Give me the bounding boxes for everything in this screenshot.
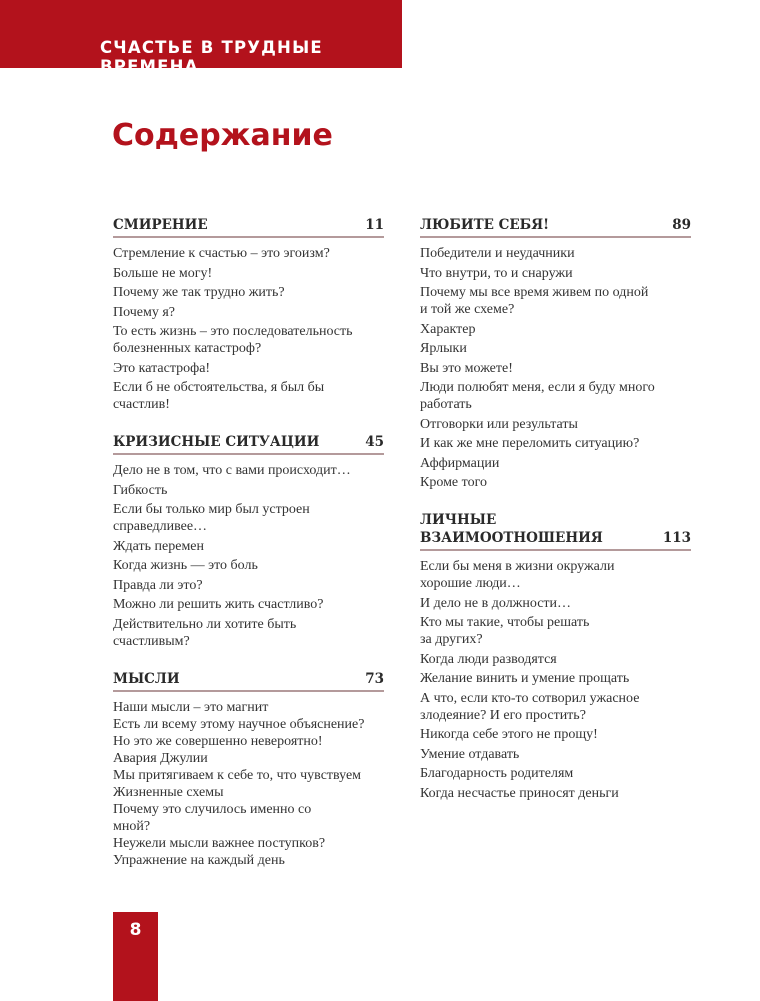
toc-entry[interactable]: Стремление к счастью – это эгоизм? (113, 246, 330, 261)
toc-entry[interactable]: Аффирмации (420, 455, 500, 471)
section-heading[interactable] (113, 216, 384, 238)
toc-entry[interactable]: Что внутри, то и снаружи (420, 265, 573, 281)
toc-entry[interactable]: Больше не могу! (113, 265, 213, 281)
toc-entry[interactable]: Кроме того (420, 475, 487, 490)
toc-entry[interactable]: Почему мы все время живем по одной и той же схеме? (420, 285, 649, 317)
toc-entry[interactable]: Вы это можете! (420, 360, 513, 376)
section-items (113, 462, 384, 650)
toc-entry[interactable]: И как же мне переломить ситуацию? (420, 436, 640, 451)
toc-section (113, 670, 384, 869)
toc-entry[interactable]: Умение отдавать (420, 746, 520, 762)
toc-entry[interactable]: Можно ли решить жить счастливо? (113, 597, 324, 612)
toc-section (420, 216, 691, 491)
toc-entry[interactable]: Упражнение на каждый день (113, 852, 285, 868)
toc-entry[interactable]: Но это же совершенно невероятно! (113, 733, 323, 749)
toc-entry[interactable]: Это катастрофа! (113, 360, 211, 376)
section-heading[interactable] (420, 216, 691, 238)
section-items (420, 245, 691, 491)
section-title[interactable]: МЫСЛИ (113, 670, 180, 687)
toc-entry[interactable]: Когда люди разводятся (420, 651, 557, 667)
toc-entry[interactable]: Ждать перемен (113, 538, 205, 554)
section-title[interactable]: ЛЮБИТЕ СЕБЯ! (420, 217, 550, 233)
toc-section (113, 216, 384, 413)
toc-entry[interactable]: Люди полюбят меня, если я буду много работать (420, 380, 655, 412)
toc-section (420, 511, 691, 802)
page-number-box (113, 912, 158, 1001)
toc-entry[interactable]: Благодарность родителям (420, 766, 574, 781)
toc-entry[interactable]: Никогда себе этого не прощу! (420, 727, 598, 742)
toc-entry[interactable]: А что, если кто-то сотворил ужасное злодеяние? И его простить? (420, 690, 640, 723)
toc-column-right (420, 216, 691, 822)
section-items (113, 699, 384, 869)
section-heading[interactable] (113, 670, 384, 692)
section-page: 89 (672, 217, 691, 233)
page-title: Содержание (112, 118, 333, 153)
toc-entry[interactable]: Отговорки или результаты (420, 416, 578, 432)
toc-entry[interactable]: Авария Джулии (113, 750, 208, 766)
toc-entry[interactable]: Когда жизнь — это боль (113, 558, 258, 573)
toc-entry[interactable]: И дело не в должности… (420, 595, 572, 611)
section-title[interactable]: КРИЗИСНЫЕ СИТУАЦИИ (113, 434, 320, 450)
toc-entry[interactable]: Если б не обстоятельства, я был бы счастлив! (113, 380, 325, 412)
toc-entry[interactable]: Характер (420, 321, 476, 337)
section-page: 113 (662, 530, 691, 546)
toc-entry[interactable]: Кто мы такие, чтобы решать за других? (420, 615, 590, 647)
toc-entry[interactable]: Неужели мысли важнее поступков? (113, 835, 326, 851)
section-items (420, 558, 691, 802)
toc-entry[interactable]: Почему же так трудно жить? (113, 285, 285, 300)
section-heading[interactable] (420, 511, 691, 551)
running-header: СЧАСТЬЕ В ТРУДНЫЕ ВРЕМЕНА (100, 38, 323, 76)
toc-entry[interactable]: Мы притягиваем к себе то, что чувствуем (113, 767, 362, 783)
toc-entry[interactable]: Если бы меня в жизни окружали хорошие люди… (420, 559, 615, 591)
toc-entry[interactable]: Почему это случилось именно со мной? (113, 801, 312, 834)
toc-entry[interactable]: Наши мысли – это магнит (113, 699, 269, 715)
section-heading[interactable] (113, 433, 384, 455)
toc-entry[interactable]: Жизненные схемы (113, 784, 224, 800)
toc-entry[interactable]: Почему я? (113, 304, 176, 320)
section-title[interactable]: СМИРЕНИЕ (113, 217, 208, 233)
page-number: 8 (129, 920, 142, 940)
toc-entry[interactable]: Правда ли это? (113, 577, 203, 593)
toc-entry[interactable]: Если бы только мир был устроен справедливее… (113, 502, 310, 534)
section-title[interactable]: ЛИЧНЫЕ ВЗАИМООТНОШЕНИЯ (420, 512, 603, 546)
toc-entry[interactable]: Когда несчастье приносят деньги (420, 785, 619, 801)
toc-entry[interactable]: Гибкость (113, 482, 168, 498)
toc-entry[interactable]: Победители и неудачники (420, 246, 575, 261)
running-header-band (0, 0, 402, 76)
toc-entry[interactable]: Ярлыки (420, 341, 467, 356)
toc-section (113, 433, 384, 650)
toc-entry[interactable]: Действительно ли хотите быть счастливым? (113, 616, 297, 649)
toc-entry[interactable]: Дело не в том, что с вами происходит… (113, 463, 351, 478)
toc-entry[interactable]: То есть жизнь – это последовательность болезненных катастроф? (113, 324, 353, 356)
toc-column-left (113, 216, 384, 889)
toc-entry[interactable]: Желание винить и умение прощать (420, 671, 630, 686)
section-page: 11 (365, 217, 384, 233)
section-items (113, 245, 384, 413)
section-page: 45 (365, 434, 384, 450)
section-page: 73 (365, 670, 384, 687)
toc-entry[interactable]: Есть ли всему этому научное объяснение? (113, 716, 365, 732)
